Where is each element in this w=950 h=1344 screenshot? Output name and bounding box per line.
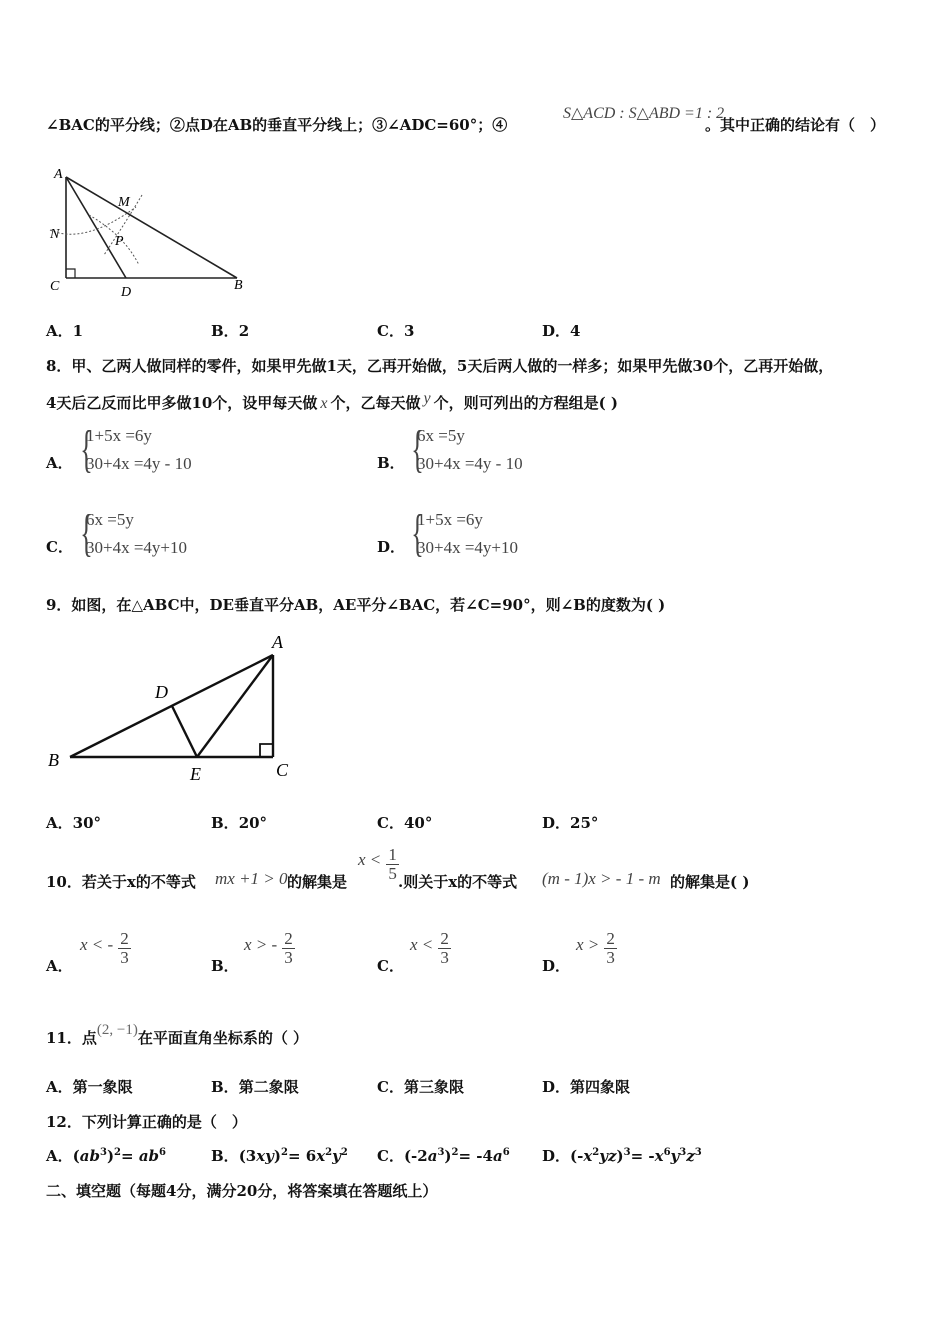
q12-option-c[interactable]: C．$(-2a^3)^2= -4a^6$ [377, 1147, 510, 1165]
q10-option-d-label[interactable]: D． [542, 957, 571, 975]
q8-option-d-label[interactable]: D． [377, 538, 406, 556]
q8-option-d-system: 1+5x =6y 30+4x =4y+10 [417, 510, 519, 557]
q8-option-b-label[interactable]: B． [377, 454, 405, 472]
q12-option-a[interactable]: A．$(ab^3)^2= ab^6$ [46, 1147, 166, 1165]
q8-option-d-brace: { [411, 505, 424, 562]
q7-option-c[interactable]: C．3 [377, 322, 415, 340]
q7-label-n: N [50, 227, 60, 242]
q7-option-d[interactable]: D．4 [542, 322, 581, 340]
q9-label-a: A [272, 632, 283, 652]
q7-figure [44, 165, 254, 300]
q10-part-c: .则关于x的不等式 [398, 873, 518, 891]
q9-option-a[interactable]: A．30° [46, 814, 102, 832]
q7-label-a: A [54, 167, 63, 182]
q10-part-b: 的解集是 [287, 873, 348, 891]
q9-label-d: D [155, 682, 168, 702]
q7-formula: S△ACD : S△ABD =1 : 2 [563, 105, 725, 122]
q7-label-d: D [121, 285, 132, 300]
q9-option-c[interactable]: C．40° [377, 814, 433, 832]
q7-label-c: C [50, 279, 60, 294]
q9-figure [44, 628, 304, 788]
q11-option-c[interactable]: C．第三象限 [377, 1078, 464, 1096]
q7-label-m: M [118, 195, 130, 210]
q9-segment-de [172, 706, 197, 757]
q7-option-a[interactable]: A．1 [46, 322, 84, 340]
q11-point: (2, −1) [96, 1022, 138, 1038]
q9-statement: 9．如图，在△ABC中，DE垂直平分AB，AE平分∠BAC，若∠C=90°，则∠B的度数为( ) [46, 596, 666, 614]
q11-statement: 11．点(2, −1)在平面直角坐标系的（ ） [46, 1022, 309, 1047]
q10-option-b-label[interactable]: B． [211, 957, 239, 975]
q8-option-b-brace: { [411, 421, 424, 478]
q8-line1: 8．甲、乙两人做同样的零件，如果甲先做1天，乙再开始做，5天后两人做的一样多；如果甲先做30个，乙再开始做， [46, 357, 834, 375]
q10-solution: x < $\frac{1}{5}$ [358, 845, 397, 883]
q10-option-c-expr: x < $\frac{2}{3}$ [410, 929, 449, 967]
q11-option-a[interactable]: A．第一象限 [46, 1078, 133, 1096]
q8-var-x: x [320, 395, 328, 412]
q8-option-a-brace: { [80, 421, 93, 478]
q8-var-y: y [423, 390, 431, 407]
q7-suffix: 。其中正确的结论有（ ） [705, 116, 886, 134]
q7-right-angle [66, 269, 75, 278]
q9-right-angle [260, 744, 273, 757]
q10-option-d-expr: x > $\frac{2}{3}$ [576, 929, 615, 967]
q10-option-a-expr: x < - $\frac{2}{3}$ [80, 929, 129, 967]
q7-segment-ad [66, 177, 126, 278]
q9-label-e: E [190, 764, 201, 784]
q10-part-d: 的解集是( ) [670, 873, 750, 891]
q12-option-b[interactable]: B．$(3xy)^2= 6x^2y^2$ [211, 1147, 348, 1165]
q7-option-b[interactable]: B．2 [211, 322, 250, 340]
q8-option-b-system: 6x =5y 30+4x =4y - 10 [417, 426, 523, 473]
q10-ineq2: (m - 1)x > - 1 - m [542, 869, 661, 888]
q7-prefix: ∠BAC的平分线；②点D在AB的垂直平分线上；③∠ADC=60°；④ [46, 116, 508, 134]
q8-option-a-system: 1+5x =6y 30+4x =4y - 10 [86, 426, 192, 473]
q9-option-b[interactable]: B．20° [211, 814, 268, 832]
q9-label-b: B [48, 750, 59, 770]
q9-segment-ae [197, 655, 273, 757]
q10-part-a: 10．若关于x的不等式 [46, 873, 196, 891]
q8-option-c-system: 6x =5y 30+4x =4y+10 [86, 510, 188, 557]
q12-statement: 12．下列计算正确的是（ ） [46, 1113, 247, 1131]
q9-segment-ab [70, 655, 273, 757]
q8-option-c-label[interactable]: C． [46, 538, 73, 556]
q10-option-a-label[interactable]: A． [46, 957, 73, 975]
q7-label-p: P [115, 234, 124, 249]
q8-option-c-brace: { [80, 505, 93, 562]
q10-ineq1: mx +1 > 0 [215, 869, 288, 888]
q8-option-a-label[interactable]: A． [46, 454, 73, 472]
q9-label-c: C [276, 760, 289, 780]
q10-option-b-expr: x > - $\frac{2}{3}$ [244, 929, 293, 967]
q11-option-d[interactable]: D．第四象限 [542, 1078, 631, 1096]
q8-line2: 4天后乙反而比甲多做10个，设甲每天做 x 个，乙每天做 y 个，则可列出的方程组是( ) [46, 390, 618, 412]
q10-option-c-label[interactable]: C． [377, 957, 404, 975]
q9-option-d[interactable]: D．25° [542, 814, 599, 832]
q7-label-b: B [234, 278, 243, 293]
section-2-heading: 二、填空题（每题4分，满分20分，将答案填在答题纸上） [46, 1182, 438, 1200]
q7-segment-ab [66, 177, 237, 278]
q11-option-b[interactable]: B．第二象限 [211, 1078, 299, 1096]
q7-statement [46, 114, 507, 135]
q12-option-d[interactable]: D．$(-x^2yz)^3= -x^6y^3z^3$ [542, 1147, 702, 1165]
